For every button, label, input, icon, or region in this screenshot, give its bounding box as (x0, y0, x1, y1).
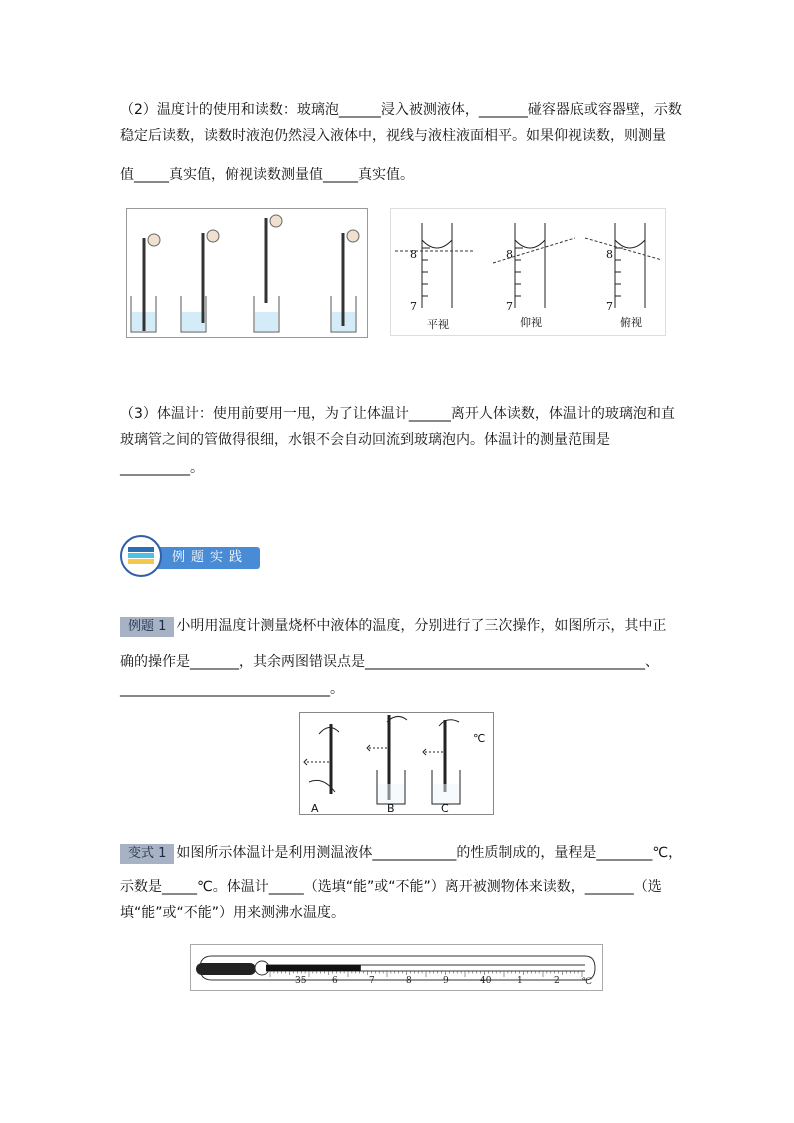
scale-label: 8 (406, 976, 412, 986)
section2-line2: 稳定后读数，读数时液泡仍然浸入液体中，视线与液柱液面相平。如果仰视读数，则测量 (120, 128, 666, 144)
section3-line1: （3）体温计：使用前要用一甩，为了让体温计______离开人体读数，体温计的玻璃泡和直 (120, 406, 675, 422)
scale-label: 1 (517, 976, 523, 986)
beakers-figure (126, 208, 368, 338)
example1-line2: 确的操作是_______，其余两图错误点是________________________________________、 (120, 654, 659, 670)
mercury-column (266, 965, 361, 971)
tick-7-b: 7 (506, 300, 513, 313)
example1-line1 (120, 616, 666, 637)
reading-views-figure (390, 208, 666, 336)
section3-line2: 玻璃管之间的管做得很细，水银不会自动回流到玻璃泡内。体温计的测量范围是 (120, 432, 610, 448)
example1-tag: 例题 1 (120, 617, 174, 637)
scale-label: 7 (369, 976, 375, 986)
section2-line1: （2）温度计的使用和读数：玻璃泡______浸入被测液体，_______碰容器底或容器壁，示数 (120, 102, 682, 118)
practice-banner (120, 535, 265, 577)
tick-8-c: 8 (606, 248, 613, 261)
clinical-thermometer (190, 944, 603, 991)
variant1-line3: 填“能”或“不能”）用来测沸水温度。 (120, 905, 346, 921)
fig-label-b: B (387, 802, 395, 815)
scale-label: 9 (443, 976, 449, 986)
thermo-unit: ℃ (582, 977, 593, 987)
example1-line3: ______________________________。 (120, 681, 344, 697)
banner-label: 例题实践 (172, 550, 249, 565)
view-label-down: 俯视 (620, 316, 642, 329)
view-label-level: 平视 (427, 318, 449, 331)
tick-7-a: 7 (410, 300, 417, 313)
scale-label: 2 (554, 976, 560, 986)
scale-label: 35 (295, 976, 307, 986)
variant1-tag: 变式 1 (120, 844, 174, 864)
section3-line3: __________。 (120, 460, 204, 476)
variant1-line2: 示数是_____℃。体温计_____（选填“能”或“不能”）离开被测物体来读数，_______（选 (120, 879, 662, 895)
view-label-up: 仰视 (520, 316, 542, 329)
fig-label-c: C (441, 802, 449, 815)
fig-label-a: A (311, 802, 319, 815)
tick-7-c: 7 (606, 300, 613, 313)
scale-label: 40 (480, 976, 492, 986)
tick-8-b: 8 (506, 248, 513, 261)
section2-line3: 值_____真实值，俯视读数测量值_____真实值。 (120, 167, 414, 183)
variant1-text1: 如图所示体温计是利用测温液体____________的性质制成的，量程是________℃， (176, 845, 683, 861)
variant1-line1 (120, 843, 682, 864)
fig-unit: ℃ (473, 732, 486, 745)
tick-8-a: 8 (410, 248, 417, 261)
scale-label: 6 (332, 976, 338, 986)
example1-figure (299, 712, 494, 815)
example1-text1: 小明用温度计测量烧杯中液体的温度，分别进行了三次操作，如图所示，其中正 (176, 618, 667, 634)
